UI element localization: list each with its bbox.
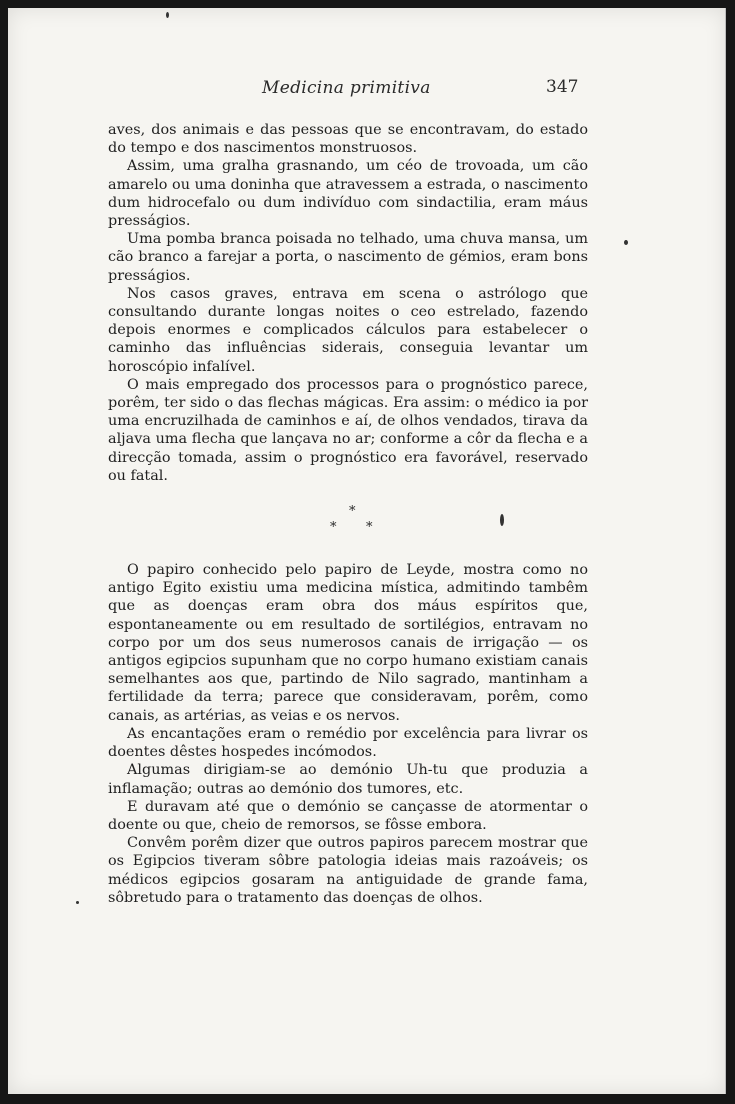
page-body bbox=[108, 121, 588, 907]
paragraph: Assim, uma gralha grasnando, um céo de trovoada, um cão amarelo ou uma doninha que atravessem a estrada, o nascimento dum hidrocefalo ou dum indivíduo com sindactilia, eram máus presságios. bbox=[108, 158, 588, 230]
separator-asterisk: * bbox=[330, 520, 337, 536]
separator-asterisk: * bbox=[349, 504, 356, 520]
ink-speck bbox=[166, 12, 169, 18]
book-page bbox=[8, 8, 726, 1094]
page-number: 347 bbox=[546, 77, 579, 97]
paragraph: Uma pomba branca poisada no telhado, uma chuva mansa, um cão branco a farejar a porta, o nascimento de gémios, eram bons presságios. bbox=[108, 231, 588, 284]
running-title: Medicina primitiva bbox=[262, 78, 431, 98]
paragraph: E duravam até que o demónio se cançasse de atormentar o doente ou que, cheio de remorsos, se fôsse embora. bbox=[108, 798, 588, 833]
ink-speck bbox=[500, 514, 504, 526]
paragraph: O mais empregado dos processos para o prognóstico parece, porêm, ter sido o das flechas mágicas. Era assim: o médico ia por uma encruzilhada de caminhos e aí, de olhos vendados, tirava da aljava uma flecha que lançava no ar; conforme a côr da flecha e a direcção tomada, assim o prognóstico era favorável, reservado ou fatal. bbox=[108, 376, 588, 484]
ink-speck bbox=[624, 240, 628, 245]
section-separator bbox=[108, 485, 588, 561]
ink-speck bbox=[76, 901, 79, 904]
paragraph: aves, dos animais e das pessoas que se encontravam, do estado do tempo e dos nascimentos monstruosos. bbox=[108, 122, 588, 157]
separator-asterisk: * bbox=[366, 520, 373, 536]
paragraph: O papiro conhecido pelo papiro de Leyde, mostra como no antigo Egito existiu uma medicina mística, admitindo tambêm que as doenças eram obra dos máus espíritos que, espontaneamente ou em resultado de sortilégios, entravam no corpo por um dos seus numerosos canais de irrigação — os antigos egipcios supunham que no corpo humano existiam canais semelhantes aos que, partindo de Nilo sagrado, mantinham a fertilidade da terra; parece que consideravam, porêm, como canais, as artérias, as veias e os nervos. bbox=[108, 562, 588, 724]
page-header bbox=[8, 78, 726, 106]
paragraph: As encantações eram o remédio por excelência para livrar os doentes dêstes hospedes incómodos. bbox=[108, 725, 588, 761]
paragraph: Nos casos graves, entrava em scena o astrólogo que consultando durante longas noites o ceo estrelado, fazendo depois enormes e complicados cálculos para estabelecer o caminho das influências siderais, conseguia levantar um horoscópio infalível. bbox=[108, 285, 588, 375]
paragraph: Algumas dirigiam-se ao demónio Uh-tu que produzia a inflamação; outras ao demónio dos tumores, etc. bbox=[108, 762, 588, 797]
page-edge bbox=[725, 8, 726, 1094]
paragraph: Convêm porêm dizer que outros papiros parecem mostrar que os Egipcios tiveram sôbre patologia ideias mais razoáveis; os médicos egipcios gosaram na antiguidade de grande fama, sôbretudo para o tratamento das doenças de olhos. bbox=[108, 835, 588, 906]
